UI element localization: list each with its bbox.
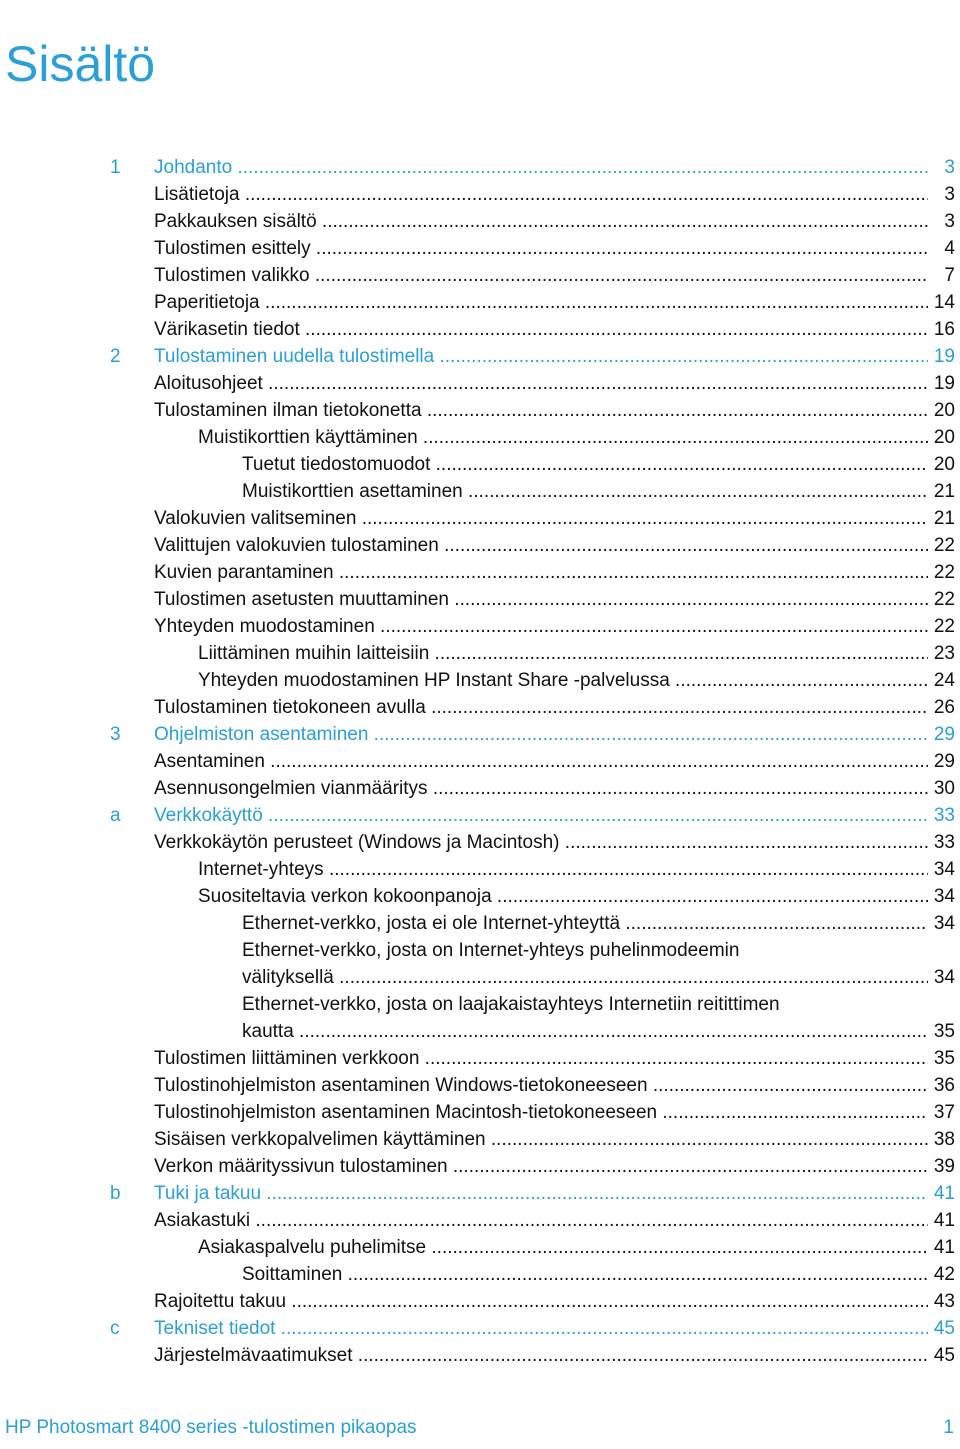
- toc-entry-title: Valokuvien valitseminen .....: [154, 505, 929, 532]
- toc-entry-title: Kuvien parantaminen .....: [154, 559, 929, 586]
- toc-page-number: 30: [928, 775, 955, 802]
- toc-entry-title: Värikasetin tiedot .....: [154, 316, 929, 343]
- toc-entry[interactable]: [0, 856, 960, 883]
- toc-page-number: 7: [928, 262, 955, 289]
- toc-entry-title: Internet-yhteys .....: [198, 856, 929, 883]
- toc-entry[interactable]: [0, 1153, 960, 1180]
- toc-entry-title: Verkkokäytön perusteet (Windows ja Macintosh) .....: [154, 829, 929, 856]
- toc-page-number: 36: [928, 1072, 955, 1099]
- toc-entry[interactable]: [0, 262, 960, 289]
- toc-page-number: 21: [928, 478, 955, 505]
- toc-page-number: 23: [928, 640, 955, 667]
- toc-entry[interactable]: [0, 748, 960, 775]
- toc-entry-title: Rajoitettu takuu .....: [154, 1288, 929, 1315]
- toc-page-number: 35: [928, 1045, 955, 1072]
- toc-entry-title: Asentaminen .....: [154, 748, 929, 775]
- toc-page-number: 22: [928, 559, 955, 586]
- toc-page-number: 22: [928, 586, 955, 613]
- toc-chapter-number: a: [110, 805, 121, 826]
- toc-entry[interactable]: [0, 586, 960, 613]
- toc-entry-title: Asiakaspalvelu puhelimitse .....: [198, 1234, 929, 1261]
- toc-page-number: 42: [928, 1261, 955, 1288]
- toc-page-number: 41: [928, 1180, 955, 1207]
- toc-entry-title: Tulostinohjelmiston asentaminen Windows-tietokoneeseen .....: [154, 1072, 929, 1099]
- toc-entry-title: Järjestelmävaatimukset .....: [154, 1342, 929, 1369]
- toc-entry[interactable]: [0, 235, 960, 262]
- toc-entry-title: Ohjelmiston asentaminen .....: [154, 721, 929, 748]
- toc-page-number: 34: [928, 883, 955, 910]
- toc-entry-title: Tulostimen valikko .....: [154, 262, 929, 289]
- toc-entry-title: Pakkauksen sisältö .....: [154, 208, 929, 235]
- toc-page-number: 3: [928, 154, 955, 181]
- toc-entry-title: Sisäisen verkkopalvelimen käyttäminen .....: [154, 1126, 929, 1153]
- toc-page-number: 20: [928, 397, 955, 424]
- toc-entry[interactable]: [0, 1126, 960, 1153]
- toc-chapter-number: 2: [110, 346, 121, 367]
- toc-entry-title: Liittäminen muihin laitteisiin .....: [198, 640, 929, 667]
- toc-entry[interactable]: [0, 208, 960, 235]
- toc-chapter-number: 1: [110, 157, 121, 178]
- toc-entry-title: Lisätietoja .....: [154, 181, 929, 208]
- toc-page-number: 33: [928, 829, 955, 856]
- toc-page-number: 16: [928, 316, 955, 343]
- toc-page-number: 37: [928, 1099, 955, 1126]
- toc-entry-title: Tekniset tiedot .....: [154, 1315, 929, 1342]
- toc-page-number: 14: [928, 289, 955, 316]
- toc-entry[interactable]: [0, 667, 960, 694]
- toc-chapter-number: b: [110, 1183, 121, 1204]
- toc-page-number: 45: [928, 1315, 955, 1342]
- toc-entry-title-line1: Ethernet-verkko, josta on Internet-yhteys puhelinmodeemin: [242, 940, 740, 961]
- toc-entry-title: Ethernet-verkko, josta ei ole Internet-yhteyttä .....: [242, 910, 929, 937]
- toc-entry[interactable]: [0, 289, 960, 316]
- toc-page-number: 34: [928, 964, 955, 991]
- toc-entry[interactable]: [0, 613, 960, 640]
- toc-page-number: 33: [928, 802, 955, 829]
- toc-entry-title: Tulostaminen uudella tulostimella .....: [154, 343, 929, 370]
- toc-chapter-entry[interactable]: [0, 154, 960, 181]
- toc-entry[interactable]: [0, 1099, 960, 1126]
- toc-entry-title: Valittujen valokuvien tulostaminen .....: [154, 532, 929, 559]
- toc-chapter-entry[interactable]: [0, 1315, 960, 1342]
- toc-page-number: 38: [928, 1126, 955, 1153]
- toc-entry[interactable]: [0, 1045, 960, 1072]
- toc-entry[interactable]: [0, 640, 960, 667]
- toc-page-number: 21: [928, 505, 955, 532]
- toc-entry-title: Verkkokäyttö .....: [154, 802, 929, 829]
- footer-page-number: 1: [943, 1417, 954, 1438]
- toc-page-number: 29: [928, 748, 955, 775]
- toc-entry-title: Tulostaminen tietokoneen avulla .....: [154, 694, 929, 721]
- toc-entry-title-line1: Ethernet-verkko, josta on laajakaistayhteys Internetiin reitittimen: [242, 994, 780, 1015]
- toc-entry[interactable]: [0, 1234, 960, 1261]
- toc-entry-title: Asennusongelmien vianmääritys .....: [154, 775, 929, 802]
- toc-entry-title: Verkon määrityssivun tulostaminen .....: [154, 1153, 929, 1180]
- toc-entry[interactable]: [0, 505, 960, 532]
- toc-entry-title: välityksellä .....: [242, 964, 929, 991]
- toc-entry[interactable]: [0, 181, 960, 208]
- toc-entry[interactable]: [0, 910, 960, 937]
- toc-chapter-entry[interactable]: [0, 343, 960, 370]
- toc-entry-title: kautta .....: [242, 1018, 929, 1045]
- toc-entry[interactable]: [0, 991, 960, 1045]
- toc-entry[interactable]: [0, 1288, 960, 1315]
- table-of-contents: [0, 154, 960, 1369]
- toc-page-number: 34: [928, 856, 955, 883]
- toc-page-number: 35: [928, 1018, 955, 1045]
- toc-entry-title: Tulostimen asetusten muuttaminen .....: [154, 586, 929, 613]
- toc-entry-title: Tuetut tiedostomuodot .....: [242, 451, 929, 478]
- toc-page-number: 41: [928, 1234, 955, 1261]
- toc-entry-title: Tuki ja takuu .....: [154, 1180, 929, 1207]
- toc-entry[interactable]: [0, 1207, 960, 1234]
- toc-entry-title: Johdanto .....: [154, 154, 929, 181]
- toc-entry-title: Yhteyden muodostaminen HP Instant Share -palvelussa .....: [198, 667, 929, 694]
- toc-entry-title: Paperitietoja .....: [154, 289, 929, 316]
- toc-page-number: 43: [928, 1288, 955, 1315]
- toc-entry[interactable]: [0, 1261, 960, 1288]
- toc-page-number: 39: [928, 1153, 955, 1180]
- toc-page-number: 41: [928, 1207, 955, 1234]
- footer-title: HP Photosmart 8400 series -tulostimen pikaopas: [5, 1417, 417, 1438]
- toc-entry[interactable]: [0, 775, 960, 802]
- page-title: Sisältö: [5, 35, 156, 92]
- toc-entry-title: Tulostinohjelmiston asentaminen Macintosh-tietokoneeseen .....: [154, 1099, 929, 1126]
- toc-entry[interactable]: [0, 451, 960, 478]
- toc-page-number: 20: [928, 424, 955, 451]
- toc-chapter-entry[interactable]: [0, 721, 960, 748]
- toc-entry-title: Muistikorttien asettaminen .....: [242, 478, 929, 505]
- toc-entry-title: Yhteyden muodostaminen .....: [154, 613, 929, 640]
- toc-entry[interactable]: [0, 478, 960, 505]
- toc-entry[interactable]: [0, 694, 960, 721]
- toc-page-number: 24: [928, 667, 955, 694]
- toc-chapter-entry[interactable]: [0, 1180, 960, 1207]
- toc-entry[interactable]: [0, 559, 960, 586]
- toc-page-number: 19: [928, 370, 955, 397]
- toc-chapter-number: 3: [110, 724, 121, 745]
- toc-entry[interactable]: [0, 316, 960, 343]
- toc-page-number: 45: [928, 1342, 955, 1369]
- toc-page-number: 34: [928, 910, 955, 937]
- toc-entry[interactable]: [0, 370, 960, 397]
- toc-entry-title: Asiakastuki .....: [154, 1207, 929, 1234]
- toc-page-number: 3: [928, 181, 955, 208]
- toc-entry[interactable]: [0, 829, 960, 856]
- toc-entry-title: Suositeltavia verkon kokoonpanoja .....: [198, 883, 929, 910]
- toc-entry-title: Tulostaminen ilman tietokonetta .....: [154, 397, 929, 424]
- toc-page-number: 4: [928, 235, 955, 262]
- toc-entry[interactable]: [0, 1342, 960, 1369]
- toc-entry[interactable]: [0, 937, 960, 991]
- toc-page-number: 22: [928, 613, 955, 640]
- toc-entry[interactable]: [0, 1072, 960, 1099]
- toc-page-number: 19: [928, 343, 955, 370]
- toc-page-number: 3: [928, 208, 955, 235]
- toc-page-number: 20: [928, 451, 955, 478]
- toc-entry[interactable]: [0, 424, 960, 451]
- toc-page-number: 22: [928, 532, 955, 559]
- toc-entry-title: Tulostimen liittäminen verkkoon .....: [154, 1045, 929, 1072]
- toc-entry[interactable]: [0, 532, 960, 559]
- toc-entry[interactable]: [0, 397, 960, 424]
- toc-entry-title: Tulostimen esittely .....: [154, 235, 929, 262]
- toc-entry-title: Aloitusohjeet .....: [154, 370, 929, 397]
- toc-chapter-entry[interactable]: [0, 802, 960, 829]
- toc-entry-title: Soittaminen .....: [242, 1261, 929, 1288]
- toc-chapter-number: c: [110, 1318, 120, 1339]
- toc-entry-title: Muistikorttien käyttäminen .....: [198, 424, 929, 451]
- toc-page-number: 26: [928, 694, 955, 721]
- toc-entry[interactable]: [0, 883, 960, 910]
- toc-page-number: 29: [928, 721, 955, 748]
